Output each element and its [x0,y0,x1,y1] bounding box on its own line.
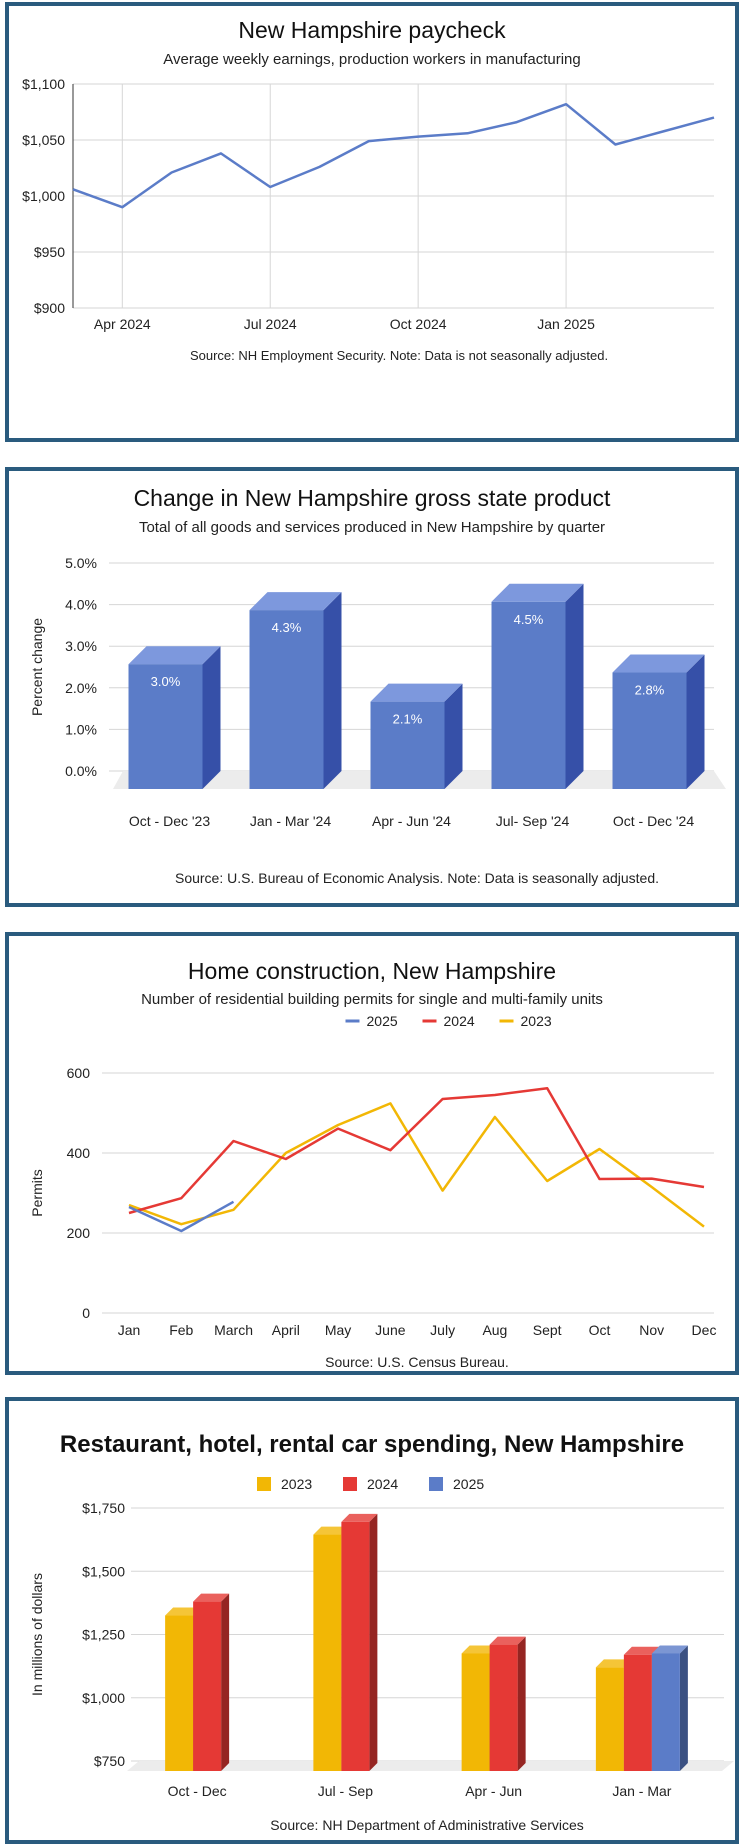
x-tick-label: Jan 2025 [537,316,595,332]
bar-2023 [596,1667,624,1771]
bar-2025 [652,1653,680,1771]
legend-label-2023: 2023 [520,1013,552,1029]
y-axis-label: Percent change [29,617,45,717]
legend-label-2025: 2025 [453,1476,485,1492]
chart-source: Source: NH Department of Administrative Services [270,1817,584,1833]
bar-side [445,684,463,789]
series-line-2024 [129,1088,704,1213]
chart-subtitle: Total of all goods and services produced in New Hampshire by quarter [138,519,606,536]
y-tick-label: 600 [66,1065,90,1081]
bar-side [203,646,221,789]
legend-label-2024: 2024 [367,1476,399,1492]
legend-swatch-2024 [343,1477,357,1491]
legend-label-2023: 2023 [281,1476,313,1492]
bar-side [687,655,705,789]
y-tick-label: $1,500 [82,1563,125,1580]
bar-2024 [624,1655,652,1771]
earnings-line-chart [9,6,735,438]
x-tick-label: Jul 2024 [243,316,297,332]
y-tick-label: 4.0% [65,596,97,613]
spending-bar-chart [9,1401,735,1840]
bar-data-label: 4.3% [271,620,302,636]
x-tick-label: Apr 2024 [93,316,151,332]
y-axis-label: In millions of dollars [29,1573,45,1696]
legend-label-2024: 2024 [443,1013,475,1029]
x-tick-label: June [375,1322,406,1338]
chart-source: Source: NH Employment Security. Note: Data is not seasonally adjusted. [189,348,609,363]
y-tick-label: $1,000 [82,1689,125,1706]
y-tick-label: $1,050 [22,132,65,148]
bar-data-label: 2.8% [634,682,665,698]
x-tick-label: Oct [588,1322,611,1338]
bar-data-label: 4.5% [513,611,544,627]
series-line-2025 [129,1202,234,1231]
gsp-bar-chart [9,471,735,903]
chart-subtitle: Number of residential building permits for single and multi-family units [141,991,603,1008]
chart-subtitle: Average weekly earnings, production workers in manufacturing [163,51,581,68]
permits-chart-panel [5,932,739,1375]
x-tick-label: Apr - Jun '24 [372,813,451,829]
x-tick-label: Nov [639,1322,665,1338]
x-tick-label: Jul - Sep [317,1783,373,1799]
y-tick-label: $950 [33,244,65,260]
bar-2023 [462,1653,490,1771]
x-tick-label: Jul- Sep '24 [495,813,570,829]
bar-2023 [313,1535,341,1771]
y-tick-label: 3.0% [65,638,97,655]
y-tick-label: $1,100 [22,76,65,92]
bar-side-2024 [221,1594,229,1771]
y-axis-label: Permits [29,1169,45,1217]
bar-side [324,592,342,789]
x-tick-label: Jan - Mar [612,1783,672,1799]
y-tick-label: 0.0% [65,763,97,779]
x-tick-label: Oct - Dec '23 [128,813,211,829]
x-tick-label: Aug [482,1322,508,1338]
bar-data-label: 2.1% [392,711,423,727]
bar-side-2024 [518,1637,526,1771]
permits-line-chart [9,936,735,1371]
y-tick-label: 2.0% [65,679,97,696]
spending-chart-panel [5,1397,739,1844]
x-tick-label: Apr - Jun [465,1783,523,1799]
bar [492,602,566,789]
bar-side-2025 [680,1645,688,1771]
chart-title: Change in New Hampshire gross state product [133,485,611,511]
gsp-chart-panel [5,467,739,907]
bar-2024 [193,1602,221,1771]
x-tick-label: Sept [532,1322,562,1338]
x-tick-label: Oct 2024 [389,316,447,332]
y-tick-label: 5.0% [65,555,97,571]
y-tick-label: 400 [66,1145,90,1161]
x-tick-label: Jan - Mar '24 [249,813,332,829]
x-tick-label: April [271,1322,300,1338]
x-tick-label: Oct - Dec [167,1783,227,1799]
y-tick-label: $750 [93,1753,125,1769]
chart-title: New Hampshire paycheck [238,17,506,43]
bar-2023 [165,1616,193,1771]
y-tick-label: 1.0% [65,721,97,738]
x-tick-label: July [430,1322,456,1338]
y-tick-label: 0 [82,1305,90,1321]
bar [250,610,324,789]
bar-side [566,584,584,789]
earnings-chart-panel [5,2,739,442]
bar-data-label: 3.0% [150,674,181,690]
y-tick-label: $900 [33,300,65,316]
bar-2024 [341,1522,369,1771]
chart-title: Home construction, New Hampshire [187,958,557,984]
series-line-2023 [129,1103,704,1226]
x-tick-label: March [214,1322,253,1338]
y-tick-label: $1,000 [22,188,65,204]
bar-2024 [490,1645,518,1771]
legend-label-2025: 2025 [366,1013,398,1029]
bar-side-2024 [369,1514,377,1771]
earnings-series-line [73,104,714,207]
chart-source: Source: U.S. Census Bureau. [325,1354,509,1370]
y-tick-label: $1,250 [82,1626,125,1643]
x-tick-label: Jan [117,1322,141,1338]
x-tick-label: May [324,1322,352,1338]
x-tick-label: Dec [691,1322,717,1338]
y-tick-label: $1,750 [82,1500,125,1516]
x-tick-label: Oct - Dec '24 [612,813,695,829]
x-tick-label: Feb [169,1322,194,1338]
chart-title: Restaurant, hotel, rental car spending, New Hampshire [59,1431,685,1458]
y-tick-label: 200 [66,1225,90,1241]
chart-source: Source: U.S. Bureau of Economic Analysis. Note: Data is seasonally adjusted. [174,870,660,886]
legend-swatch-2025 [429,1477,443,1491]
legend-swatch-2023 [257,1477,271,1491]
